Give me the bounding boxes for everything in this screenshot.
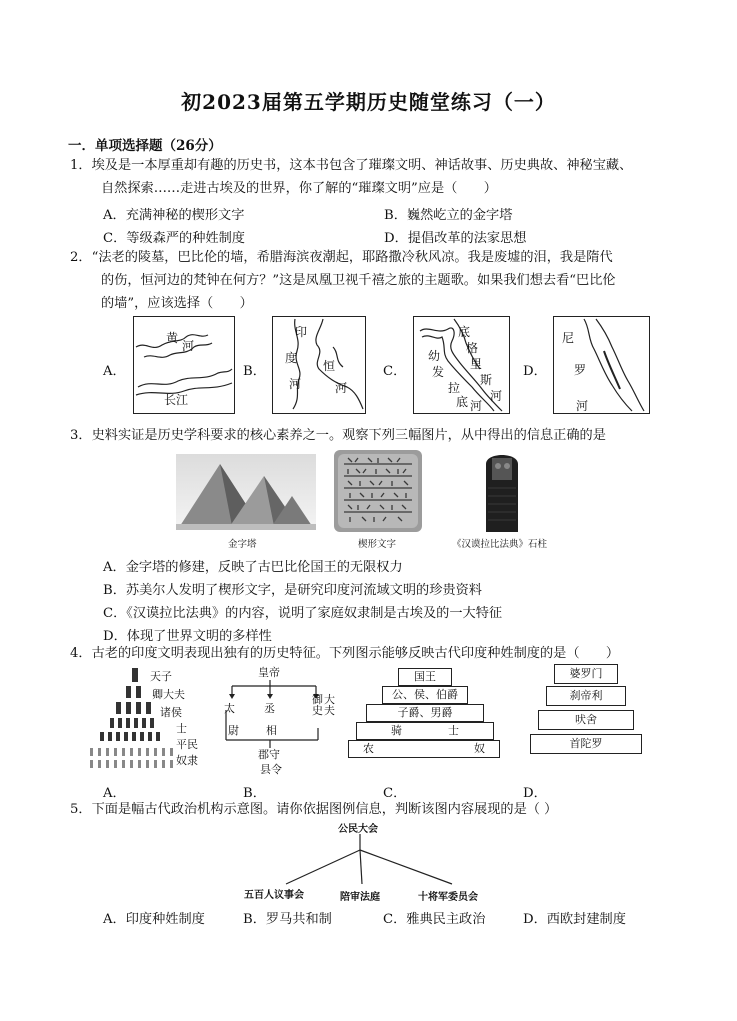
map-c[interactable]: [413, 316, 510, 414]
map-c-label-9: 底: [456, 395, 469, 409]
q5-line1: 5．下面是幅古代政治机构示意图。请你依据图例信息，判断该图内容展现的是（ ）: [70, 802, 558, 817]
map-b-label-5: 河: [335, 381, 348, 395]
q1-option-a[interactable]: A．充满神秘的楔形文字: [103, 208, 245, 223]
map-c-label-2: 格: [466, 341, 479, 355]
fig-b-dafu-1: 大: [324, 693, 335, 706]
pyramid-icon: [176, 454, 316, 530]
fig-b-xianling: 县令: [260, 763, 282, 776]
fig-b-emperor: 皇帝: [258, 666, 280, 679]
q1-option-d[interactable]: D．提倡改革的法家思想: [384, 231, 527, 246]
map-c-label-1: 底: [458, 325, 471, 339]
q2-option-a[interactable]: A．: [103, 364, 126, 379]
fig-d-tier-4: 首陀罗: [530, 734, 642, 754]
fig-a-label-2: 卿大夫: [152, 688, 185, 701]
fig-c-tier-1: 国王: [398, 668, 452, 686]
stele-photo: [482, 448, 522, 532]
fig-c-tier-5: [348, 740, 500, 758]
fig-b-yushi-2: 史: [312, 704, 323, 717]
fig-c-qi: 骑: [391, 724, 402, 737]
q4-line1: 4．古老的印度文明表现出独有的历史特征。下列图示能够反映古代印度种姓制度的是（ ）: [70, 646, 620, 661]
map-b-label-1: 印: [295, 325, 308, 339]
q5-option-a[interactable]: A．印度种姓制度: [103, 912, 205, 927]
q2-option-c[interactable]: C．: [383, 364, 407, 379]
q4-figure-c[interactable]: [348, 668, 500, 758]
map-b-label-3: 河: [289, 377, 302, 391]
fig-c-tier-3: 子爵、男爵: [366, 704, 484, 722]
fig-c-tier-4: [356, 722, 494, 740]
q1-line1: 1．埃及是一本厚重却有趣的历史书，这本书包含了璀璨文明、神话故事、历史典故、神秘宝藏、: [70, 158, 633, 173]
q3-line1: 3．史料实证是历史学科要求的核心素养之一。观察下列三幅图片，从中得出的信息正确的是: [70, 428, 606, 443]
q4-option-d[interactable]: D．: [523, 786, 547, 801]
q2-option-d[interactable]: D．: [523, 364, 547, 379]
q2-option-b[interactable]: B．: [243, 364, 266, 379]
q5-node-3: 十将军委员会: [418, 892, 478, 903]
map-d-label-3: 河: [576, 399, 589, 413]
map-a-label-2: 河: [182, 339, 195, 353]
q5-node-1: 五百人议事会: [244, 890, 304, 901]
q1-option-c[interactable]: C．等级森严的种姓制度: [103, 231, 245, 246]
section-heading: 一．单项选择题（26分）: [68, 138, 222, 154]
map-d-label-2: 罗: [574, 363, 587, 377]
fig-d-tier-2: 刹帝利: [546, 686, 626, 706]
q3-option-c[interactable]: C．《汉谟拉比法典》的内容，说明了家庭奴隶制是古埃及的一大特征: [103, 606, 503, 621]
fig-a-label-3: 诸侯: [160, 706, 182, 719]
fig-c-tier-2: 公、侯、伯爵: [382, 686, 468, 704]
fig-b-dafu: [324, 694, 336, 716]
map-c-label-7: 发: [432, 365, 445, 379]
pyramid-caption: 金字塔: [228, 539, 257, 550]
map-c-label-6: 幼: [428, 349, 441, 363]
map-b[interactable]: [272, 316, 366, 414]
q4-option-a[interactable]: A．: [103, 786, 126, 801]
fig-b-wei: 尉: [228, 724, 239, 737]
q5-option-b[interactable]: B．罗马共和制: [243, 912, 332, 927]
q4-figure-a[interactable]: [86, 666, 216, 770]
stele-icon: [482, 448, 522, 532]
map-d-label-1: 尼: [562, 331, 575, 345]
pyramid-photo: [176, 454, 316, 530]
fig-c-nu: 奴: [474, 742, 485, 755]
q2-line1: 2．“法老的陵墓，巴比伦的墙，希腊海滨夜潮起，耶路撒冷秋风凉。我是废墟的泪，我是隋代: [70, 250, 613, 265]
map-c-label-5: 河: [490, 389, 503, 403]
map-c-label-10: 河: [470, 399, 483, 413]
fig-a-label-6: 奴隶: [176, 754, 198, 767]
q5-option-c[interactable]: C．雅典民主政治: [383, 912, 486, 927]
fig-a-label-1: 天子: [150, 670, 172, 683]
q4-option-c[interactable]: C．: [383, 786, 407, 801]
map-c-label-3: 里: [470, 357, 483, 371]
fig-b-cheng: 丞: [264, 702, 275, 715]
q3-option-d[interactable]: D．体现了世界文明的多样性: [103, 629, 272, 644]
map-a-label-1: 黄: [166, 331, 179, 345]
map-c-label-4: 斯: [480, 373, 493, 387]
map-c-label-8: 拉: [448, 381, 461, 395]
map-d[interactable]: [553, 316, 650, 414]
q4-figure-d[interactable]: [530, 664, 654, 758]
fig-b-xiang: 相: [266, 724, 277, 737]
fig-b-junshou: 郡守: [258, 748, 280, 761]
map-a[interactable]: [133, 316, 235, 414]
fig-b-tai: 太: [224, 702, 235, 715]
map-a-label-3: 长江: [164, 393, 189, 407]
map-b-label-4: 恒: [323, 359, 336, 373]
fig-d-tier-3: 吠舍: [538, 710, 634, 730]
fig-a-label-5: 平民: [176, 738, 198, 751]
q2-line2: 的伤，恒河边的梵钟在何方？”这是凤凰卫视千禧之旅的主题歌。如果我们想去看“巴比伦: [101, 273, 616, 288]
cuneiform-photo: [334, 450, 422, 532]
q2-line3: 的墙”，应该选择（ ）: [101, 296, 253, 311]
map-b-label-2: 度: [285, 351, 298, 365]
fig-b-dafu-2: 夫: [324, 704, 335, 717]
q3-option-a[interactable]: A．金字塔的修建，反映了古巴比伦国王的无限权力: [103, 560, 403, 575]
cuneiform-tablet-icon: [334, 450, 422, 532]
q5-option-d[interactable]: D．西欧封建制度: [523, 912, 626, 927]
page-title: 初2023届第五学期历史随堂练习（一）: [181, 90, 556, 114]
fig-a-label-4: 士: [176, 722, 187, 735]
q1-option-b[interactable]: B．巍然屹立的金字塔: [384, 208, 513, 223]
q4-option-b[interactable]: B．: [243, 786, 266, 801]
fig-b-yushi-1: 御: [312, 693, 323, 706]
q1-line2: 自然探索……走进古埃及的世界，你了解的“璀璨文明”应是（ ）: [101, 181, 497, 196]
fig-c-nong: 农: [363, 742, 374, 755]
stele-caption: 《汉谟拉比法典》石柱: [452, 539, 548, 550]
q5-top-node: 公民大会: [338, 824, 378, 835]
fig-c-shi: 士: [448, 724, 459, 737]
q4-figure-b[interactable]: [222, 664, 340, 776]
q5-node-2: 陪审法庭: [340, 892, 380, 903]
qin-hierarchy-lines: [222, 664, 340, 776]
q3-option-b[interactable]: B．苏美尔人发明了楔形文字，是研究印度河流域文明的珍贵资料: [103, 583, 482, 598]
cuneiform-caption: 楔形文字: [358, 539, 397, 550]
q5-diagram: [238, 818, 508, 902]
fig-b-yushi: [312, 694, 324, 716]
fig-d-tier-1: 婆罗门: [554, 664, 618, 684]
